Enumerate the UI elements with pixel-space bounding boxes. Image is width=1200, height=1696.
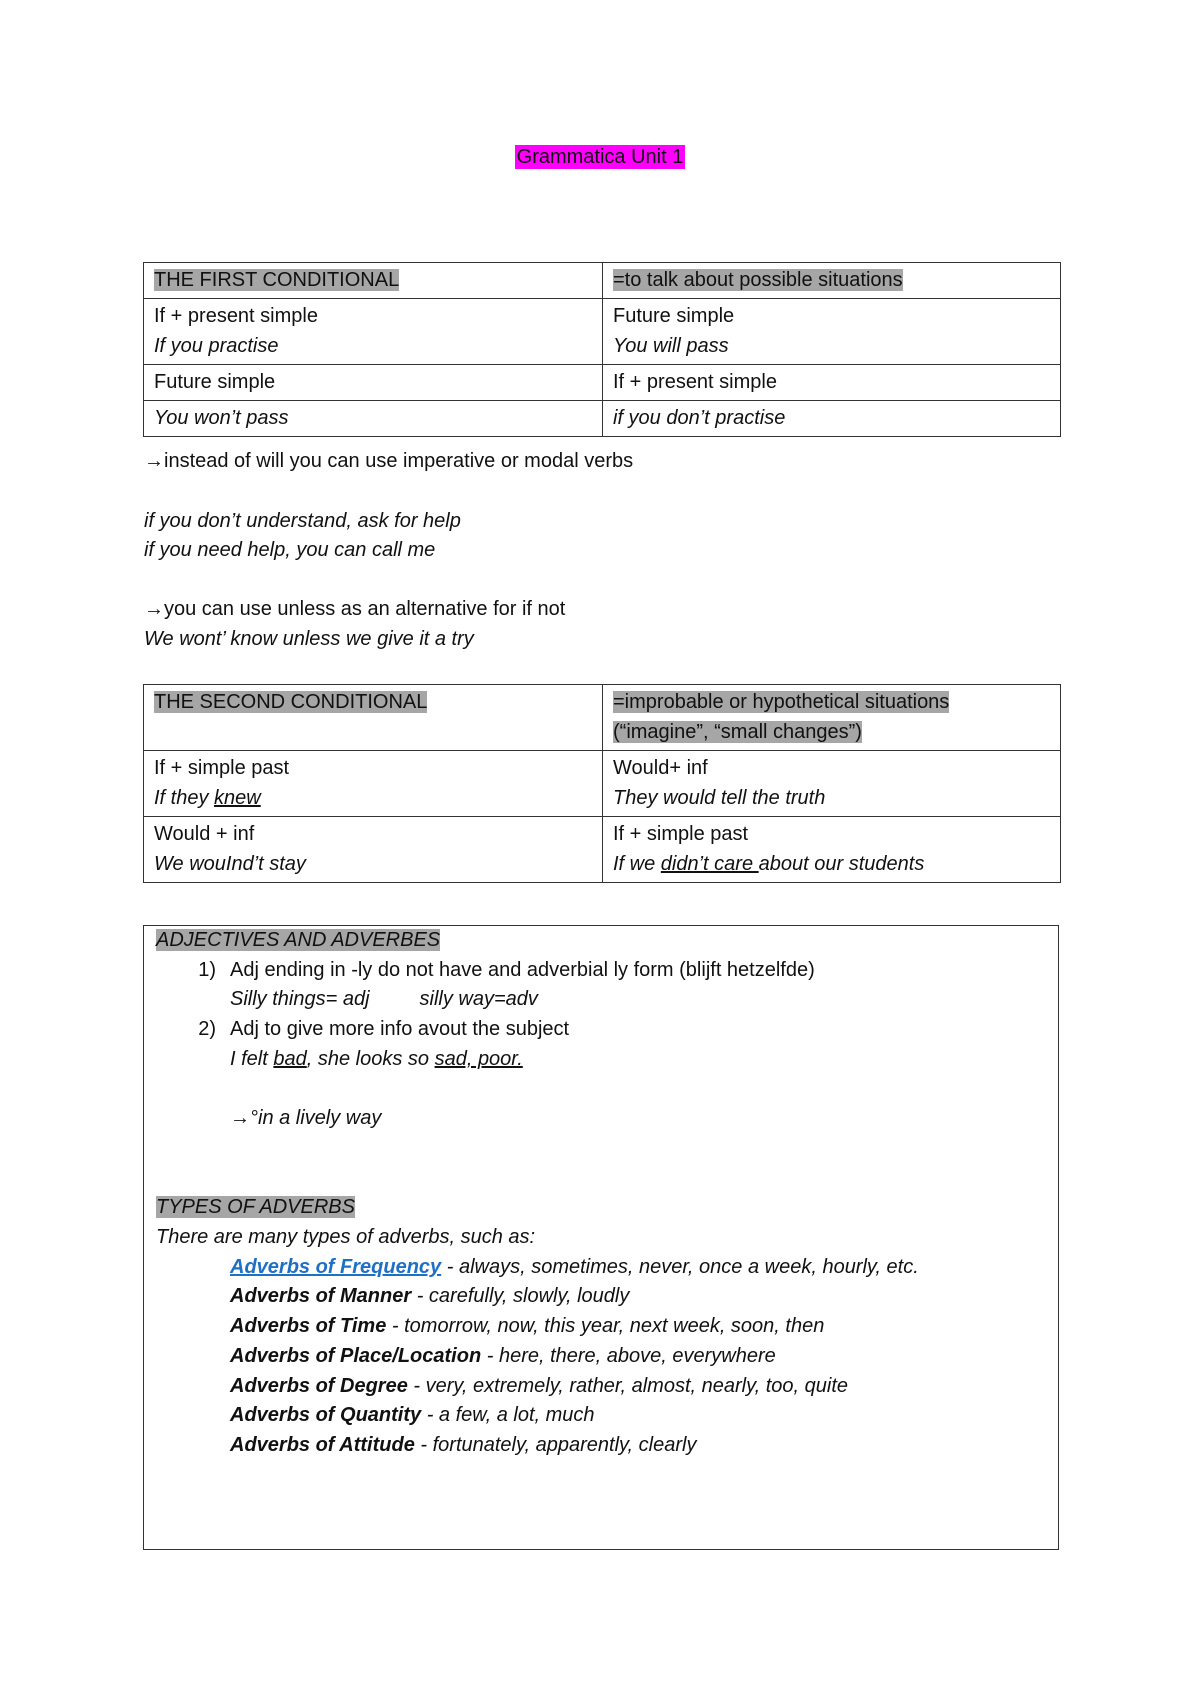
table-cell (144, 751, 603, 817)
cell-text: If + simple past (154, 757, 290, 779)
table-row (144, 299, 1061, 365)
table-row (144, 751, 1061, 817)
adverb-type-frequency: Adverbs of Frequency - always, sometimes, never, once a week, hourly, etc. (230, 1255, 919, 1278)
table-cell (603, 365, 1061, 401)
second-conditional-table (143, 684, 1061, 883)
cell-text: Future simple (154, 371, 276, 393)
table-row (144, 817, 1061, 883)
arrow-icon: → (144, 450, 164, 472)
adjectives-adverbs-box (143, 925, 1059, 1550)
page-title (0, 146, 1200, 169)
note-imperative (144, 446, 633, 476)
cell-text: If + present simple (613, 371, 777, 393)
table-row (144, 263, 1061, 299)
adverb-type-attitude: Adverbs of Attitude - fortunately, apparently, clearly (230, 1433, 697, 1456)
cell-example: They would tell the truth (613, 787, 826, 809)
first-conditional-table (143, 262, 1061, 437)
example-line: Silly things= adj silly way=adv (230, 988, 538, 1011)
first-conditional-heading: THE FIRST CONDITIONAL (154, 269, 400, 291)
note-text: you can use unless as an alternative for if not (164, 598, 566, 620)
cell-text: Future simple (613, 305, 735, 327)
cell-example: You won’t pass (154, 407, 289, 429)
table-row (144, 365, 1061, 401)
cell-example: if you don’t practise (613, 407, 786, 429)
table-cell (603, 263, 1061, 299)
arrow-note: →°in a lively way (230, 1107, 382, 1130)
cell-example: If you practise (154, 335, 279, 357)
title-highlight: Grammatica Unit 1 (516, 146, 684, 168)
list-item: 2) Adj to give more info avout the subject (198, 1018, 570, 1041)
adverb-type-place: Adverbs of Place/Location - here, there, above, everywhere (230, 1344, 776, 1367)
table-row (144, 401, 1061, 437)
second-conditional-heading: THE SECOND CONDITIONAL (154, 691, 428, 713)
list-item: 1) Adj ending in -ly do not have and adverbial ly form (blijft hetzelfde) (198, 958, 815, 981)
table-cell (144, 299, 603, 365)
frequency-link[interactable]: Adverbs of Frequency (230, 1255, 442, 1278)
table-cell (144, 685, 603, 751)
arrow-icon: → (144, 598, 164, 620)
cell-example: You will pass (613, 335, 729, 357)
table-cell (603, 685, 1061, 751)
adverb-type-quantity: Adverbs of Quantity - a few, a lot, much (230, 1404, 595, 1427)
adjectives-heading: ADJECTIVES AND ADVERBES (156, 929, 441, 951)
table-cell (144, 401, 603, 437)
arrow-icon: → (230, 1107, 250, 1130)
table-cell (603, 817, 1061, 883)
example-line: if you don’t understand, ask for help (144, 510, 461, 532)
example-line: We wont’ know unless we give it a try (144, 628, 474, 650)
cell-text: If + present simple (154, 305, 318, 327)
second-conditional-definition-note: (“imagine”, “small changes”) (613, 721, 862, 743)
table-cell (144, 263, 603, 299)
table-cell (144, 817, 603, 883)
cell-example: If we didn’t care about our students (613, 853, 925, 875)
cell-text: Would + inf (154, 823, 255, 845)
adverb-type-time: Adverbs of Time - tomorrow, now, this year, next week, soon, then (230, 1315, 825, 1338)
table-cell (603, 299, 1061, 365)
example-line: I felt bad, she looks so sad, poor. (230, 1047, 523, 1070)
note-text: instead of will you can use imperative or modal verbs (164, 450, 634, 472)
types-intro: There are many types of adverbs, such as: (156, 1225, 536, 1248)
note-unless (144, 594, 565, 624)
second-conditional-definition: =improbable or hypothetical situations (613, 691, 950, 713)
cell-example: If they knew (154, 787, 261, 809)
table-cell (603, 751, 1061, 817)
adverb-type-manner: Adverbs of Manner - carefully, slowly, loudly (230, 1285, 630, 1308)
table-cell (603, 401, 1061, 437)
example-line: if you need help, you can call me (144, 539, 436, 561)
table-cell (144, 365, 603, 401)
first-conditional-definition: =to talk about possible situations (613, 269, 903, 291)
types-heading: TYPES OF ADVERBS (156, 1196, 355, 1219)
adverb-type-degree: Adverbs of Degree - very, extremely, rather, almost, nearly, too, quite (230, 1374, 849, 1397)
table-row (144, 685, 1061, 751)
cell-example: We wouInd’t stay (154, 853, 306, 875)
cell-text: If + simple past (613, 823, 749, 845)
cell-text: Would+ inf (613, 757, 708, 779)
